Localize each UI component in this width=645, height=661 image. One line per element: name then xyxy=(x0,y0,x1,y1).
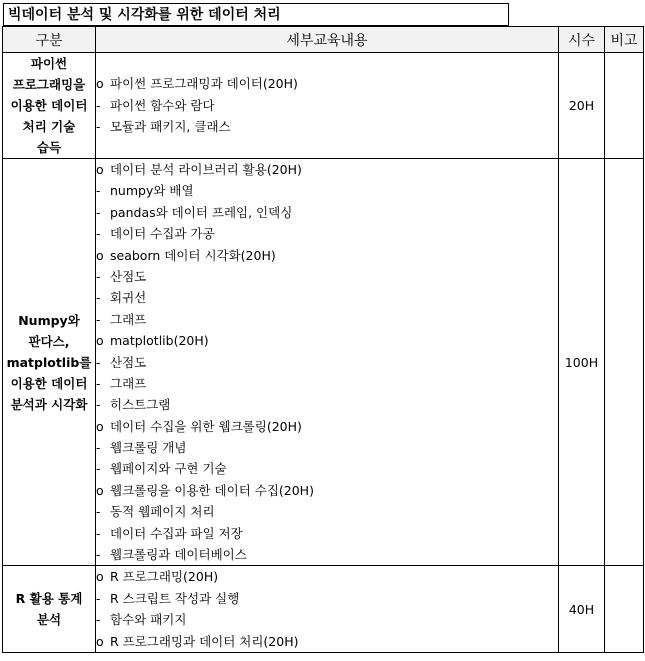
content-text: R 프로그래밍과 데이터 처리(20H) xyxy=(110,633,299,649)
content-item xyxy=(96,309,558,330)
bullet-marker: - xyxy=(96,525,101,541)
content-text: 데이터 수집과 파일 저장 xyxy=(110,525,243,541)
hours-cell: 100H xyxy=(559,159,605,566)
content-item xyxy=(96,116,558,137)
content-item xyxy=(96,544,558,565)
category-line: matplotlib를 xyxy=(6,354,92,370)
content-item xyxy=(96,523,558,544)
content-text: 데이터 수집을 위한 웹크롤링(20H) xyxy=(110,418,302,434)
content-text: 산점도 xyxy=(110,354,147,370)
content-cell xyxy=(96,53,559,159)
category-cell xyxy=(3,159,96,566)
bullet-marker: - xyxy=(96,119,101,135)
bullet-marker: - xyxy=(96,268,101,284)
content-item xyxy=(96,223,558,244)
content-text: 히스트그램 xyxy=(110,397,171,413)
content-text: 그래프 xyxy=(110,311,147,327)
table-row xyxy=(3,53,644,159)
content-text: seaborn 데이터 시각화(20H) xyxy=(110,247,276,263)
header-content: 세부교육내용 xyxy=(96,27,559,53)
bullet-marker: - xyxy=(96,504,101,520)
content-text: 웹크롤링과 데이터베이스 xyxy=(110,547,247,563)
content-text: pandas와 데이터 프레임, 인덱싱 xyxy=(110,204,293,220)
content-text: 그래프 xyxy=(110,375,147,391)
curriculum-table xyxy=(2,26,644,653)
content-text: 데이터 수집과 가공 xyxy=(110,226,215,242)
content-heading xyxy=(96,480,558,501)
document-title: 빅데이터 분석 및 시각화를 위한 데이터 처리 xyxy=(3,3,509,26)
content-item xyxy=(96,394,558,415)
content-item xyxy=(96,287,558,308)
content-text: 데이터 분석 라이브러리 활용(20H) xyxy=(110,162,302,177)
bullet-marker: - xyxy=(96,183,101,199)
category-cell xyxy=(3,566,96,653)
content-item xyxy=(96,202,558,223)
content-item xyxy=(96,437,558,458)
remarks-cell xyxy=(605,53,644,159)
content-text: R 스크립트 작성과 실행 xyxy=(110,590,240,606)
bullet-marker: o xyxy=(96,482,104,498)
remarks-cell xyxy=(605,566,644,653)
header-category: 구분 xyxy=(3,27,96,53)
content-item xyxy=(96,266,558,287)
remarks-cell xyxy=(605,159,644,566)
bullet-marker: o xyxy=(96,162,104,177)
content-heading xyxy=(96,566,558,587)
bullet-marker: - xyxy=(96,97,101,113)
content-heading xyxy=(96,159,558,180)
content-text: 웹크롤링 개념 xyxy=(110,440,187,456)
content-text: R 프로그래밍(20H) xyxy=(110,569,219,585)
content-heading xyxy=(96,416,558,437)
content-heading xyxy=(96,631,558,652)
content-item xyxy=(96,95,558,116)
header-row xyxy=(3,27,644,53)
bullet-marker: - xyxy=(96,204,101,220)
header-remarks: 비고 xyxy=(605,27,644,53)
content-text: 함수와 패키지 xyxy=(110,612,187,628)
header-hours: 시수 xyxy=(559,27,605,53)
content-cell xyxy=(96,159,559,566)
content-text: numpy와 배열 xyxy=(110,183,194,199)
category-line: 프로그래밍을 xyxy=(12,77,86,92)
content-text: 웹크롤링을 이용한 데이터 수집(20H) xyxy=(110,482,314,498)
content-item xyxy=(96,458,558,479)
bullet-marker: o xyxy=(96,418,104,434)
category-line: 이용한 데이터 xyxy=(10,98,88,113)
bullet-marker: - xyxy=(96,440,101,456)
content-item xyxy=(96,180,558,201)
category-cell xyxy=(3,53,96,159)
category-line: 분석과 시각화 xyxy=(10,396,88,412)
category-line: 판다스, xyxy=(28,333,70,349)
bullet-marker: - xyxy=(96,375,101,391)
content-heading xyxy=(96,330,558,351)
bullet-marker: - xyxy=(96,461,101,477)
hours-cell: 20H xyxy=(559,53,605,159)
bullet-marker: o xyxy=(96,333,104,349)
hours-cell: 40H xyxy=(559,566,605,653)
category-line: 파이썬 xyxy=(30,56,68,71)
content-text: 동적 웹페이지 처리 xyxy=(110,504,215,520)
bullet-marker: o xyxy=(96,633,104,649)
category-line: 습득 xyxy=(36,140,62,155)
content-text: 회귀선 xyxy=(110,290,147,306)
category-line: 분석 xyxy=(36,612,62,628)
category-line: Numpy와 xyxy=(18,312,80,328)
content-cell xyxy=(96,566,559,653)
content-item xyxy=(96,373,558,394)
table-body xyxy=(3,53,644,653)
table-row xyxy=(3,159,644,566)
bullet-marker: - xyxy=(96,397,101,413)
bullet-marker: - xyxy=(96,354,101,370)
bullet-marker: - xyxy=(96,290,101,306)
content-item xyxy=(96,588,558,609)
content-item xyxy=(96,352,558,373)
content-text: matplotlib(20H) xyxy=(110,333,209,349)
bullet-marker: o xyxy=(96,569,104,585)
category-line: 처리 기술 xyxy=(22,119,76,134)
content-text: 산점도 xyxy=(110,268,147,284)
content-text: 웹페이지와 구현 기술 xyxy=(110,461,227,477)
bullet-marker: o xyxy=(96,247,104,263)
content-heading xyxy=(96,245,558,266)
bullet-marker: - xyxy=(96,226,101,242)
content-item xyxy=(96,501,558,522)
bullet-marker: - xyxy=(96,590,101,606)
bullet-marker: - xyxy=(96,311,101,327)
content-item xyxy=(96,609,558,630)
content-text: 파이썬 함수와 람다 xyxy=(110,97,215,113)
bullet-marker: o xyxy=(96,76,104,92)
content-text: 모듈과 패키지, 클래스 xyxy=(110,119,231,135)
content-heading xyxy=(96,73,558,94)
bullet-marker: - xyxy=(96,612,101,628)
bullet-marker: - xyxy=(96,547,101,563)
table-row xyxy=(3,566,644,653)
category-line: 이용한 데이터 xyxy=(10,375,88,391)
content-text: 파이썬 프로그래밍과 데이터(20H) xyxy=(110,76,298,92)
category-line: R 활용 통계 xyxy=(15,591,83,607)
